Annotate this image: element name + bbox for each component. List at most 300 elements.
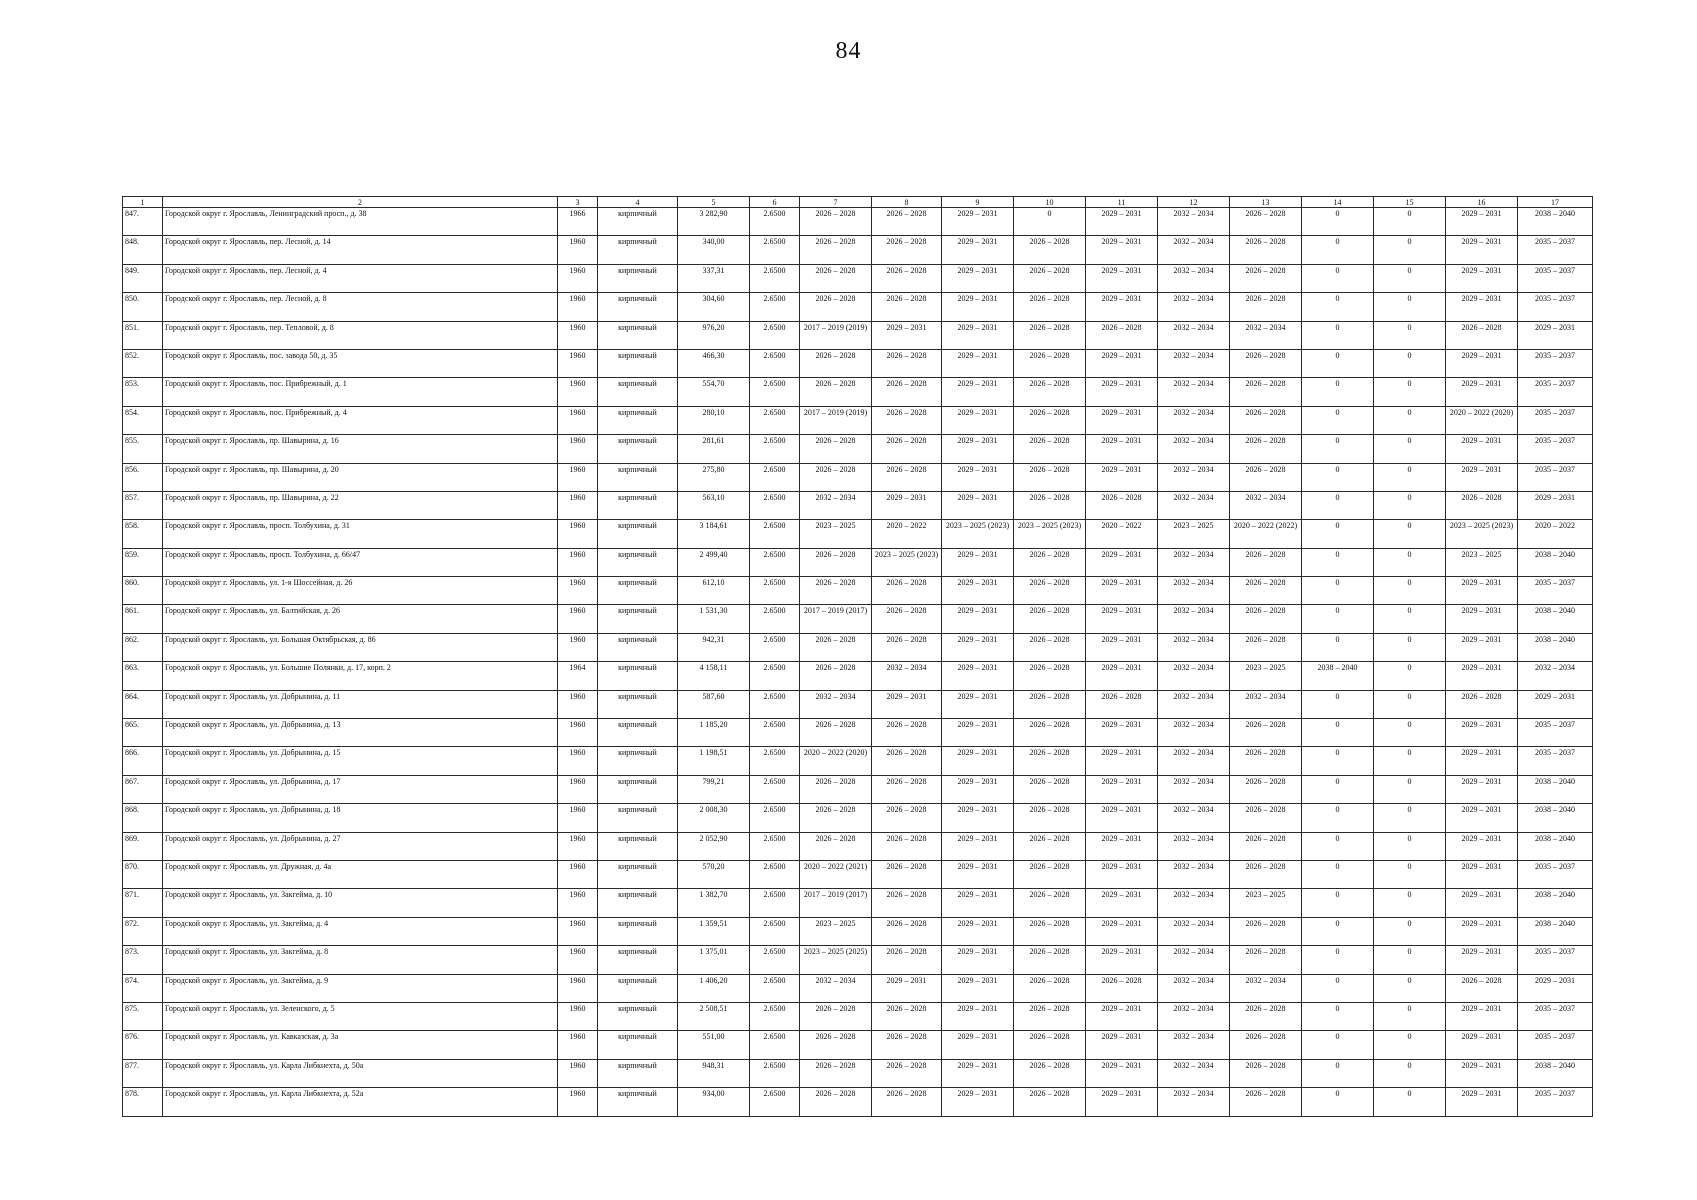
period-col-11-cell: 2029 – 2031 [1086, 264, 1158, 292]
address-cell: Городской округ г. Ярославль, ул. Зеленского, д. 5 [163, 1002, 558, 1030]
period-col-16-cell: 2029 – 2031 [1446, 463, 1518, 491]
period-col-16-cell: 2029 – 2031 [1446, 605, 1518, 633]
area-cell: 2 052,90 [678, 832, 750, 860]
rate-cell: 2.6500 [750, 577, 800, 605]
period-col-10-cell: 2026 – 2028 [1014, 1031, 1086, 1059]
period-col-10-cell: 2026 – 2028 [1014, 548, 1086, 576]
period-col-16-cell: 2029 – 2031 [1446, 378, 1518, 406]
period-col-15-cell: 0 [1374, 491, 1446, 519]
period-col-7-cell: 2026 – 2028 [800, 293, 872, 321]
period-col-10-cell: 2026 – 2028 [1014, 1088, 1086, 1116]
period-col-11-cell: 2026 – 2028 [1086, 690, 1158, 718]
period-col-15-cell: 0 [1374, 662, 1446, 690]
period-col-16-cell: 2026 – 2028 [1446, 321, 1518, 349]
column-number-header: 16 [1446, 197, 1518, 208]
table-row [123, 1002, 1593, 1030]
period-col-15-cell: 0 [1374, 435, 1446, 463]
period-col-10-cell: 2026 – 2028 [1014, 1059, 1086, 1087]
period-col-16-cell: 2029 – 2031 [1446, 775, 1518, 803]
period-col-13-cell: 2026 – 2028 [1230, 946, 1302, 974]
period-col-10-cell: 2026 – 2028 [1014, 832, 1086, 860]
address-cell: Городской округ г. Ярославль, ул. Добрынина, д. 18 [163, 804, 558, 832]
period-col-12-cell: 2032 – 2034 [1158, 1088, 1230, 1116]
column-number-header: 13 [1230, 197, 1302, 208]
period-col-14-cell: 0 [1302, 349, 1374, 377]
wall-material-cell: кирпичный [598, 378, 678, 406]
period-col-8-cell: 2026 – 2028 [872, 406, 942, 434]
period-col-16-cell: 2020 – 2022 (2020) [1446, 406, 1518, 434]
period-col-11-cell: 2029 – 2031 [1086, 804, 1158, 832]
area-cell: 3 282,90 [678, 208, 750, 236]
address-cell: Городской округ г. Ярославль, ул. Балтийская, д. 26 [163, 605, 558, 633]
year-built-cell: 1960 [558, 775, 598, 803]
period-col-17-cell: 2035 – 2037 [1518, 435, 1593, 463]
area-cell: 1 185,20 [678, 719, 750, 747]
period-col-9-cell: 2029 – 2031 [942, 321, 1014, 349]
row-number-cell: 863. [123, 662, 163, 690]
period-col-8-cell: 2026 – 2028 [872, 747, 942, 775]
table-row [123, 293, 1593, 321]
address-cell: Городской округ г. Ярославль, ул. Добрынина, д. 11 [163, 690, 558, 718]
period-col-17-cell: 2032 – 2034 [1518, 662, 1593, 690]
row-number-cell: 854. [123, 406, 163, 434]
row-number-cell: 865. [123, 719, 163, 747]
period-col-13-cell: 2026 – 2028 [1230, 1031, 1302, 1059]
period-col-10-cell: 2026 – 2028 [1014, 605, 1086, 633]
period-col-11-cell: 2029 – 2031 [1086, 1059, 1158, 1087]
year-built-cell: 1960 [558, 349, 598, 377]
row-number-cell: 870. [123, 860, 163, 888]
period-col-8-cell: 2026 – 2028 [872, 719, 942, 747]
period-col-10-cell: 2026 – 2028 [1014, 577, 1086, 605]
row-number-cell: 847. [123, 208, 163, 236]
period-col-8-cell: 2026 – 2028 [872, 605, 942, 633]
wall-material-cell: кирпичный [598, 974, 678, 1002]
period-col-9-cell: 2029 – 2031 [942, 946, 1014, 974]
area-cell: 563,10 [678, 491, 750, 519]
wall-material-cell: кирпичный [598, 520, 678, 548]
period-col-15-cell: 0 [1374, 719, 1446, 747]
period-col-17-cell: 2038 – 2040 [1518, 208, 1593, 236]
period-col-15-cell: 0 [1374, 264, 1446, 292]
period-col-16-cell: 2026 – 2028 [1446, 491, 1518, 519]
area-cell: 587,60 [678, 690, 750, 718]
period-col-7-cell: 2026 – 2028 [800, 633, 872, 661]
address-cell: Городской округ г. Ярославль, ул. Карла Либкнехта, д. 50а [163, 1059, 558, 1087]
period-col-16-cell: 2029 – 2031 [1446, 889, 1518, 917]
period-col-10-cell: 2023 – 2025 (2023) [1014, 520, 1086, 548]
period-col-7-cell: 2032 – 2034 [800, 491, 872, 519]
period-col-17-cell: 2035 – 2037 [1518, 747, 1593, 775]
period-col-7-cell: 2026 – 2028 [800, 463, 872, 491]
wall-material-cell: кирпичный [598, 577, 678, 605]
period-col-13-cell: 2026 – 2028 [1230, 1088, 1302, 1116]
rate-cell: 2.6500 [750, 775, 800, 803]
period-col-10-cell: 2026 – 2028 [1014, 917, 1086, 945]
period-col-15-cell: 0 [1374, 1031, 1446, 1059]
year-built-cell: 1960 [558, 1002, 598, 1030]
period-col-14-cell: 0 [1302, 463, 1374, 491]
area-cell: 280,10 [678, 406, 750, 434]
period-col-12-cell: 2032 – 2034 [1158, 435, 1230, 463]
period-col-10-cell: 2026 – 2028 [1014, 293, 1086, 321]
period-col-7-cell: 2026 – 2028 [800, 832, 872, 860]
period-col-16-cell: 2029 – 2031 [1446, 1031, 1518, 1059]
table-row [123, 889, 1593, 917]
period-col-8-cell: 2026 – 2028 [872, 832, 942, 860]
period-col-14-cell: 0 [1302, 491, 1374, 519]
period-col-11-cell: 2026 – 2028 [1086, 491, 1158, 519]
address-cell: Городской округ г. Ярославль, ул. Закгейма, д. 10 [163, 889, 558, 917]
period-col-16-cell: 2029 – 2031 [1446, 1002, 1518, 1030]
period-col-9-cell: 2029 – 2031 [942, 860, 1014, 888]
period-col-12-cell: 2032 – 2034 [1158, 264, 1230, 292]
period-col-9-cell: 2029 – 2031 [942, 208, 1014, 236]
period-col-10-cell: 2026 – 2028 [1014, 946, 1086, 974]
rate-cell: 2.6500 [750, 917, 800, 945]
table-row [123, 775, 1593, 803]
row-number-cell: 862. [123, 633, 163, 661]
address-cell: Городской округ г. Ярославль, пер. Лесной, д. 4 [163, 264, 558, 292]
period-col-8-cell: 2026 – 2028 [872, 804, 942, 832]
period-col-13-cell: 2026 – 2028 [1230, 719, 1302, 747]
address-cell: Городской округ г. Ярославль, пр. Шавырина, д. 22 [163, 491, 558, 519]
wall-material-cell: кирпичный [598, 719, 678, 747]
period-col-7-cell: 2026 – 2028 [800, 435, 872, 463]
period-col-16-cell: 2029 – 2031 [1446, 264, 1518, 292]
year-built-cell: 1960 [558, 804, 598, 832]
rate-cell: 2.6500 [750, 747, 800, 775]
row-number-cell: 853. [123, 378, 163, 406]
period-col-12-cell: 2032 – 2034 [1158, 406, 1230, 434]
area-cell: 304,60 [678, 293, 750, 321]
area-cell: 340,00 [678, 236, 750, 264]
period-col-16-cell: 2029 – 2031 [1446, 208, 1518, 236]
period-col-13-cell: 2026 – 2028 [1230, 917, 1302, 945]
period-col-8-cell: 2029 – 2031 [872, 491, 942, 519]
period-col-7-cell: 2026 – 2028 [800, 264, 872, 292]
period-col-8-cell: 2026 – 2028 [872, 1002, 942, 1030]
rate-cell: 2.6500 [750, 491, 800, 519]
period-col-11-cell: 2029 – 2031 [1086, 378, 1158, 406]
period-col-15-cell: 0 [1374, 889, 1446, 917]
period-col-17-cell: 2035 – 2037 [1518, 1002, 1593, 1030]
period-col-15-cell: 0 [1374, 747, 1446, 775]
period-col-11-cell: 2029 – 2031 [1086, 1002, 1158, 1030]
table-row [123, 463, 1593, 491]
rate-cell: 2.6500 [750, 548, 800, 576]
period-col-15-cell: 0 [1374, 690, 1446, 718]
rate-cell: 2.6500 [750, 946, 800, 974]
period-col-11-cell: 2029 – 2031 [1086, 946, 1158, 974]
period-col-15-cell: 0 [1374, 860, 1446, 888]
address-cell: Городской округ г. Ярославль, Ленинградский просп., д. 38 [163, 208, 558, 236]
period-col-14-cell: 0 [1302, 719, 1374, 747]
row-number-cell: 869. [123, 832, 163, 860]
period-col-9-cell: 2029 – 2031 [942, 577, 1014, 605]
period-col-9-cell: 2029 – 2031 [942, 236, 1014, 264]
wall-material-cell: кирпичный [598, 463, 678, 491]
period-col-11-cell: 2029 – 2031 [1086, 349, 1158, 377]
period-col-15-cell: 0 [1374, 633, 1446, 661]
wall-material-cell: кирпичный [598, 435, 678, 463]
row-number-cell: 859. [123, 548, 163, 576]
period-col-8-cell: 2026 – 2028 [872, 378, 942, 406]
period-col-7-cell: 2017 – 2019 (2019) [800, 406, 872, 434]
period-col-16-cell: 2029 – 2031 [1446, 719, 1518, 747]
year-built-cell: 1960 [558, 264, 598, 292]
year-built-cell: 1960 [558, 435, 598, 463]
period-col-14-cell: 2038 – 2040 [1302, 662, 1374, 690]
table-row [123, 548, 1593, 576]
period-col-12-cell: 2032 – 2034 [1158, 208, 1230, 236]
period-col-13-cell: 2026 – 2028 [1230, 406, 1302, 434]
area-cell: 2 499,40 [678, 548, 750, 576]
area-cell: 2 508,51 [678, 1002, 750, 1030]
wall-material-cell: кирпичный [598, 690, 678, 718]
period-col-7-cell: 2023 – 2025 [800, 520, 872, 548]
period-col-14-cell: 0 [1302, 946, 1374, 974]
column-number-header: 9 [942, 197, 1014, 208]
area-cell: 4 158,11 [678, 662, 750, 690]
rate-cell: 2.6500 [750, 1059, 800, 1087]
period-col-9-cell: 2023 – 2025 (2023) [942, 520, 1014, 548]
period-col-13-cell: 2026 – 2028 [1230, 264, 1302, 292]
period-col-9-cell: 2029 – 2031 [942, 349, 1014, 377]
year-built-cell: 1960 [558, 605, 598, 633]
period-col-9-cell: 2029 – 2031 [942, 548, 1014, 576]
period-col-16-cell: 2023 – 2025 [1446, 548, 1518, 576]
period-col-12-cell: 2032 – 2034 [1158, 577, 1230, 605]
table-row [123, 491, 1593, 519]
period-col-15-cell: 0 [1374, 775, 1446, 803]
row-number-cell: 851. [123, 321, 163, 349]
period-col-8-cell: 2026 – 2028 [872, 463, 942, 491]
period-col-13-cell: 2026 – 2028 [1230, 208, 1302, 236]
period-col-9-cell: 2029 – 2031 [942, 406, 1014, 434]
year-built-cell: 1960 [558, 1088, 598, 1116]
period-col-8-cell: 2026 – 2028 [872, 775, 942, 803]
table-row [123, 605, 1593, 633]
period-col-12-cell: 2032 – 2034 [1158, 917, 1230, 945]
row-number-cell: 850. [123, 293, 163, 321]
period-col-14-cell: 0 [1302, 605, 1374, 633]
address-cell: Городской округ г. Ярославль, ул. Карла Либкнехта, д. 52а [163, 1088, 558, 1116]
period-col-17-cell: 2035 – 2037 [1518, 463, 1593, 491]
period-col-16-cell: 2029 – 2031 [1446, 917, 1518, 945]
period-col-8-cell: 2029 – 2031 [872, 321, 942, 349]
table-row [123, 1059, 1593, 1087]
period-col-14-cell: 0 [1302, 747, 1374, 775]
address-cell: Городской округ г. Ярославль, пер. Лесной, д. 8 [163, 293, 558, 321]
period-col-13-cell: 2026 – 2028 [1230, 775, 1302, 803]
row-number-cell: 857. [123, 491, 163, 519]
address-cell: Городской округ г. Ярославль, ул. Закгейма, д. 8 [163, 946, 558, 974]
period-col-9-cell: 2029 – 2031 [942, 1002, 1014, 1030]
row-number-cell: 874. [123, 974, 163, 1002]
period-col-8-cell: 2026 – 2028 [872, 577, 942, 605]
column-number-header: 14 [1302, 197, 1374, 208]
period-col-15-cell: 0 [1374, 974, 1446, 1002]
page-number: 84 [835, 38, 862, 64]
period-col-17-cell: 2029 – 2031 [1518, 321, 1593, 349]
period-col-14-cell: 0 [1302, 264, 1374, 292]
period-col-14-cell: 0 [1302, 406, 1374, 434]
period-col-12-cell: 2032 – 2034 [1158, 690, 1230, 718]
period-col-10-cell: 2026 – 2028 [1014, 491, 1086, 519]
period-col-15-cell: 0 [1374, 605, 1446, 633]
period-col-16-cell: 2023 – 2025 (2023) [1446, 520, 1518, 548]
year-built-cell: 1960 [558, 406, 598, 434]
wall-material-cell: кирпичный [598, 1031, 678, 1059]
period-col-11-cell: 2029 – 2031 [1086, 435, 1158, 463]
table-row [123, 662, 1593, 690]
period-col-10-cell: 2026 – 2028 [1014, 804, 1086, 832]
rate-cell: 2.6500 [750, 463, 800, 491]
area-cell: 1 359,51 [678, 917, 750, 945]
period-col-9-cell: 2029 – 2031 [942, 974, 1014, 1002]
column-number-header: 17 [1518, 197, 1593, 208]
period-col-12-cell: 2032 – 2034 [1158, 491, 1230, 519]
table-row [123, 264, 1593, 292]
period-col-15-cell: 0 [1374, 1088, 1446, 1116]
rate-cell: 2.6500 [750, 264, 800, 292]
address-cell: Городской округ г. Ярославль, пос. завода 50, д. 35 [163, 349, 558, 377]
period-col-8-cell: 2026 – 2028 [872, 208, 942, 236]
period-col-13-cell: 2026 – 2028 [1230, 633, 1302, 661]
period-col-15-cell: 0 [1374, 804, 1446, 832]
period-col-11-cell: 2029 – 2031 [1086, 548, 1158, 576]
period-col-7-cell: 2026 – 2028 [800, 1059, 872, 1087]
period-col-9-cell: 2029 – 2031 [942, 1088, 1014, 1116]
rate-cell: 2.6500 [750, 321, 800, 349]
period-col-12-cell: 2032 – 2034 [1158, 1059, 1230, 1087]
address-cell: Городской округ г. Ярославль, ул. 1-я Шоссейная, д. 26 [163, 577, 558, 605]
rate-cell: 2.6500 [750, 378, 800, 406]
rate-cell: 2.6500 [750, 662, 800, 690]
row-number-cell: 876. [123, 1031, 163, 1059]
period-col-9-cell: 2029 – 2031 [942, 264, 1014, 292]
period-col-8-cell: 2026 – 2028 [872, 264, 942, 292]
wall-material-cell: кирпичный [598, 236, 678, 264]
table-row [123, 633, 1593, 661]
period-col-8-cell: 2020 – 2022 [872, 520, 942, 548]
period-col-8-cell: 2026 – 2028 [872, 1088, 942, 1116]
period-col-12-cell: 2032 – 2034 [1158, 775, 1230, 803]
table-row [123, 349, 1593, 377]
table-row [123, 208, 1593, 236]
period-col-7-cell: 2032 – 2034 [800, 690, 872, 718]
address-cell: Городской округ г. Ярославль, ул. Закгейма, д. 4 [163, 917, 558, 945]
period-col-15-cell: 0 [1374, 548, 1446, 576]
period-col-9-cell: 2029 – 2031 [942, 633, 1014, 661]
wall-material-cell: кирпичный [598, 208, 678, 236]
period-col-11-cell: 2029 – 2031 [1086, 605, 1158, 633]
period-col-12-cell: 2032 – 2034 [1158, 747, 1230, 775]
wall-material-cell: кирпичный [598, 860, 678, 888]
period-col-8-cell: 2026 – 2028 [872, 349, 942, 377]
period-col-14-cell: 0 [1302, 236, 1374, 264]
rate-cell: 2.6500 [750, 1002, 800, 1030]
period-col-13-cell: 2026 – 2028 [1230, 577, 1302, 605]
period-col-11-cell: 2029 – 2031 [1086, 747, 1158, 775]
year-built-cell: 1960 [558, 917, 598, 945]
year-built-cell: 1960 [558, 463, 598, 491]
period-col-15-cell: 0 [1374, 946, 1446, 974]
period-col-12-cell: 2032 – 2034 [1158, 946, 1230, 974]
period-col-15-cell: 0 [1374, 236, 1446, 264]
wall-material-cell: кирпичный [598, 1059, 678, 1087]
year-built-cell: 1960 [558, 889, 598, 917]
period-col-13-cell: 2026 – 2028 [1230, 378, 1302, 406]
period-col-13-cell: 2032 – 2034 [1230, 690, 1302, 718]
period-col-8-cell: 2026 – 2028 [872, 1031, 942, 1059]
period-col-17-cell: 2038 – 2040 [1518, 889, 1593, 917]
area-cell: 948,31 [678, 1059, 750, 1087]
period-col-17-cell: 2035 – 2037 [1518, 577, 1593, 605]
period-col-16-cell: 2029 – 2031 [1446, 293, 1518, 321]
period-col-10-cell: 2026 – 2028 [1014, 236, 1086, 264]
period-col-8-cell: 2029 – 2031 [872, 690, 942, 718]
address-cell: Городской округ г. Ярославль, просп. Толбухина, д. 31 [163, 520, 558, 548]
address-cell: Городской округ г. Ярославль, пер. Тепловой, д. 8 [163, 321, 558, 349]
rate-cell: 2.6500 [750, 435, 800, 463]
period-col-17-cell: 2035 – 2037 [1518, 946, 1593, 974]
period-col-16-cell: 2029 – 2031 [1446, 349, 1518, 377]
column-number-header: 10 [1014, 197, 1086, 208]
period-col-17-cell: 2035 – 2037 [1518, 860, 1593, 888]
period-col-10-cell: 2026 – 2028 [1014, 349, 1086, 377]
rate-cell: 2.6500 [750, 633, 800, 661]
wall-material-cell: кирпичный [598, 406, 678, 434]
address-cell: Городской округ г. Ярославль, пер. Лесной, д. 14 [163, 236, 558, 264]
period-col-14-cell: 0 [1302, 917, 1374, 945]
row-number-cell: 867. [123, 775, 163, 803]
address-cell: Городской округ г. Ярославль, ул. Дружная, д. 4а [163, 860, 558, 888]
period-col-14-cell: 0 [1302, 1088, 1374, 1116]
year-built-cell: 1960 [558, 1031, 598, 1059]
period-col-9-cell: 2029 – 2031 [942, 1059, 1014, 1087]
period-col-14-cell: 0 [1302, 832, 1374, 860]
period-col-17-cell: 2035 – 2037 [1518, 406, 1593, 434]
rate-cell: 2.6500 [750, 804, 800, 832]
year-built-cell: 1960 [558, 690, 598, 718]
period-col-17-cell: 2035 – 2037 [1518, 378, 1593, 406]
year-built-cell: 1960 [558, 378, 598, 406]
period-col-16-cell: 2029 – 2031 [1446, 577, 1518, 605]
period-col-17-cell: 2038 – 2040 [1518, 548, 1593, 576]
period-col-10-cell: 2026 – 2028 [1014, 860, 1086, 888]
period-col-7-cell: 2023 – 2025 (2025) [800, 946, 872, 974]
period-col-14-cell: 0 [1302, 974, 1374, 1002]
period-col-7-cell: 2026 – 2028 [800, 804, 872, 832]
column-number-header: 8 [872, 197, 942, 208]
period-col-10-cell: 2026 – 2028 [1014, 1002, 1086, 1030]
table-row [123, 974, 1593, 1002]
period-col-14-cell: 0 [1302, 548, 1374, 576]
area-cell: 1 406,20 [678, 974, 750, 1002]
period-col-8-cell: 2026 – 2028 [872, 889, 942, 917]
period-col-8-cell: 2026 – 2028 [872, 435, 942, 463]
period-col-9-cell: 2029 – 2031 [942, 491, 1014, 519]
row-number-cell: 875. [123, 1002, 163, 1030]
table-row [123, 747, 1593, 775]
period-col-15-cell: 0 [1374, 349, 1446, 377]
address-cell: Городской округ г. Ярославль, пос. Прибрежный, д. 4 [163, 406, 558, 434]
year-built-cell: 1964 [558, 662, 598, 690]
period-col-15-cell: 0 [1374, 832, 1446, 860]
row-number-cell: 858. [123, 520, 163, 548]
